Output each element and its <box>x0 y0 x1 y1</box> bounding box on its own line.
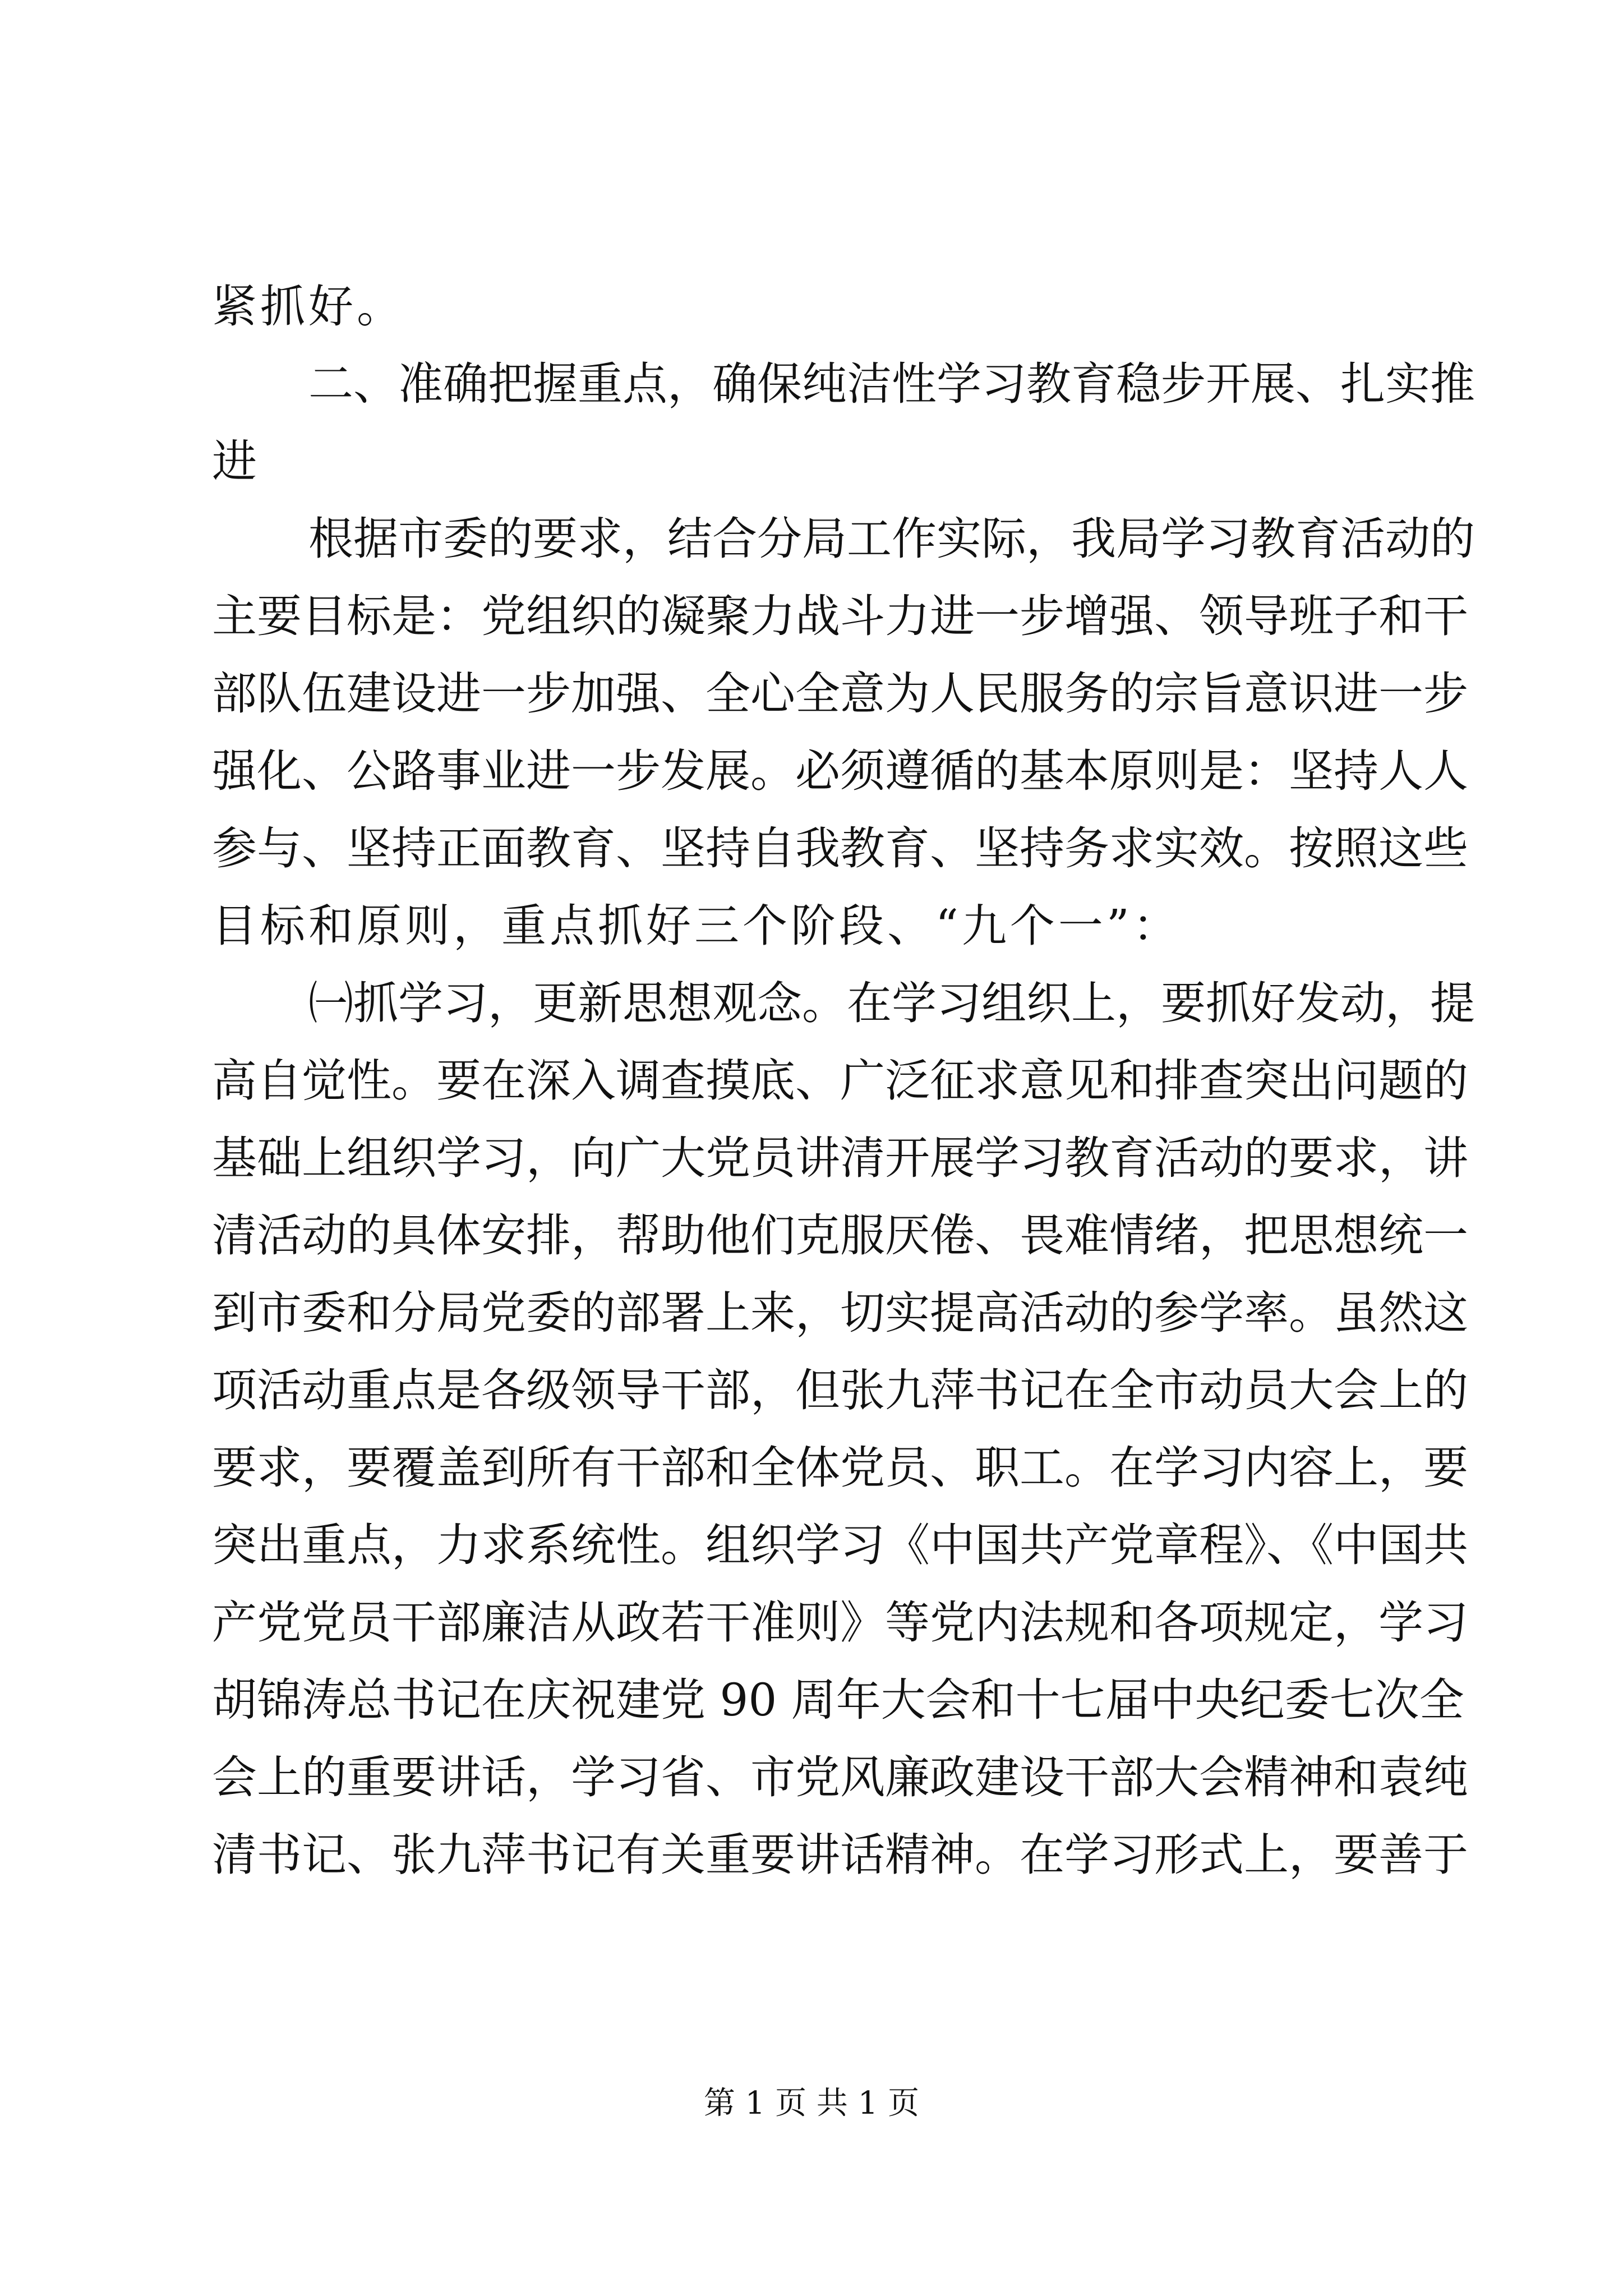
paragraph-line: 部队伍建设进一步加强、全心全意为人民服务的宗旨意识进一步 <box>212 668 1468 720</box>
paragraph-line: ㈠抓学习，更新思想观念。在学习组织上，要抓好发动，提 <box>308 977 1475 1029</box>
paragraph-line: 突出重点，力求系统性。组织学习《中国共产党章程》、《中国共 <box>212 1519 1468 1571</box>
section-heading-continuation: 进 <box>212 435 260 487</box>
paragraph-line: 胡锦涛总书记在庆祝建党 90 周年大会和十七届中央纪委七次全 <box>212 1674 1464 1726</box>
paragraph-line: 要求，要覆盖到所有干部和全体党员、职工。在学习内容上，要 <box>212 1442 1468 1494</box>
paragraph-line: 项活动重点是各级领导干部，但张九萍书记在全市动员大会上的 <box>212 1364 1468 1416</box>
paragraph-line: 清活动的具体安排，帮助他们克服厌倦、畏难情绪，把思想统一 <box>212 1209 1468 1262</box>
section-heading: 二、准确把握重点，确保纯洁性学习教育稳步开展、扎实推 <box>308 358 1475 410</box>
paragraph-line: 高自觉性。要在深入调查摸底、广泛征求意见和排查突出问题的 <box>212 1055 1468 1107</box>
paragraph-line: 强化、公路事业进一步发展。必须遵循的基本原则是：坚持人人 <box>212 745 1468 797</box>
document-body <box>212 268 1475 1894</box>
paragraph-line: 参与、坚持正面教育、坚持自我教育、坚持务求实效。按照这些 <box>212 822 1468 875</box>
text-line: 紧抓好。 <box>212 280 405 333</box>
paragraph-line: 目标和原则，重点抓好三个阶段、“九个一”： <box>212 900 1181 952</box>
paragraph-line: 基础上组织学习，向广大党员讲清开展学习教育活动的要求，讲 <box>212 1132 1468 1184</box>
page-number-footer: 第 1 页 共 1 页 <box>703 2085 920 2122</box>
paragraph-line: 清书记、张九萍书记有关重要讲话精神。在学习形式上，要善于 <box>212 1829 1468 1881</box>
paragraph-line: 到市委和分局党委的部署上来，切实提高活动的参学率。虽然这 <box>212 1287 1468 1339</box>
paragraph-line: 会上的重要讲话，学习省、市党风廉政建设干部大会精神和袁纯 <box>212 1751 1468 1803</box>
paragraph-line: 根据市委的要求，结合分局工作实际，我局学习教育活动的 <box>308 513 1475 565</box>
paragraph-line: 产党党员干部廉洁从政若干准则》等党内法规和各项规定，学习 <box>212 1596 1468 1649</box>
paragraph-line: 主要目标是：党组织的凝聚力战斗力进一步增强、领导班子和干 <box>212 590 1468 642</box>
